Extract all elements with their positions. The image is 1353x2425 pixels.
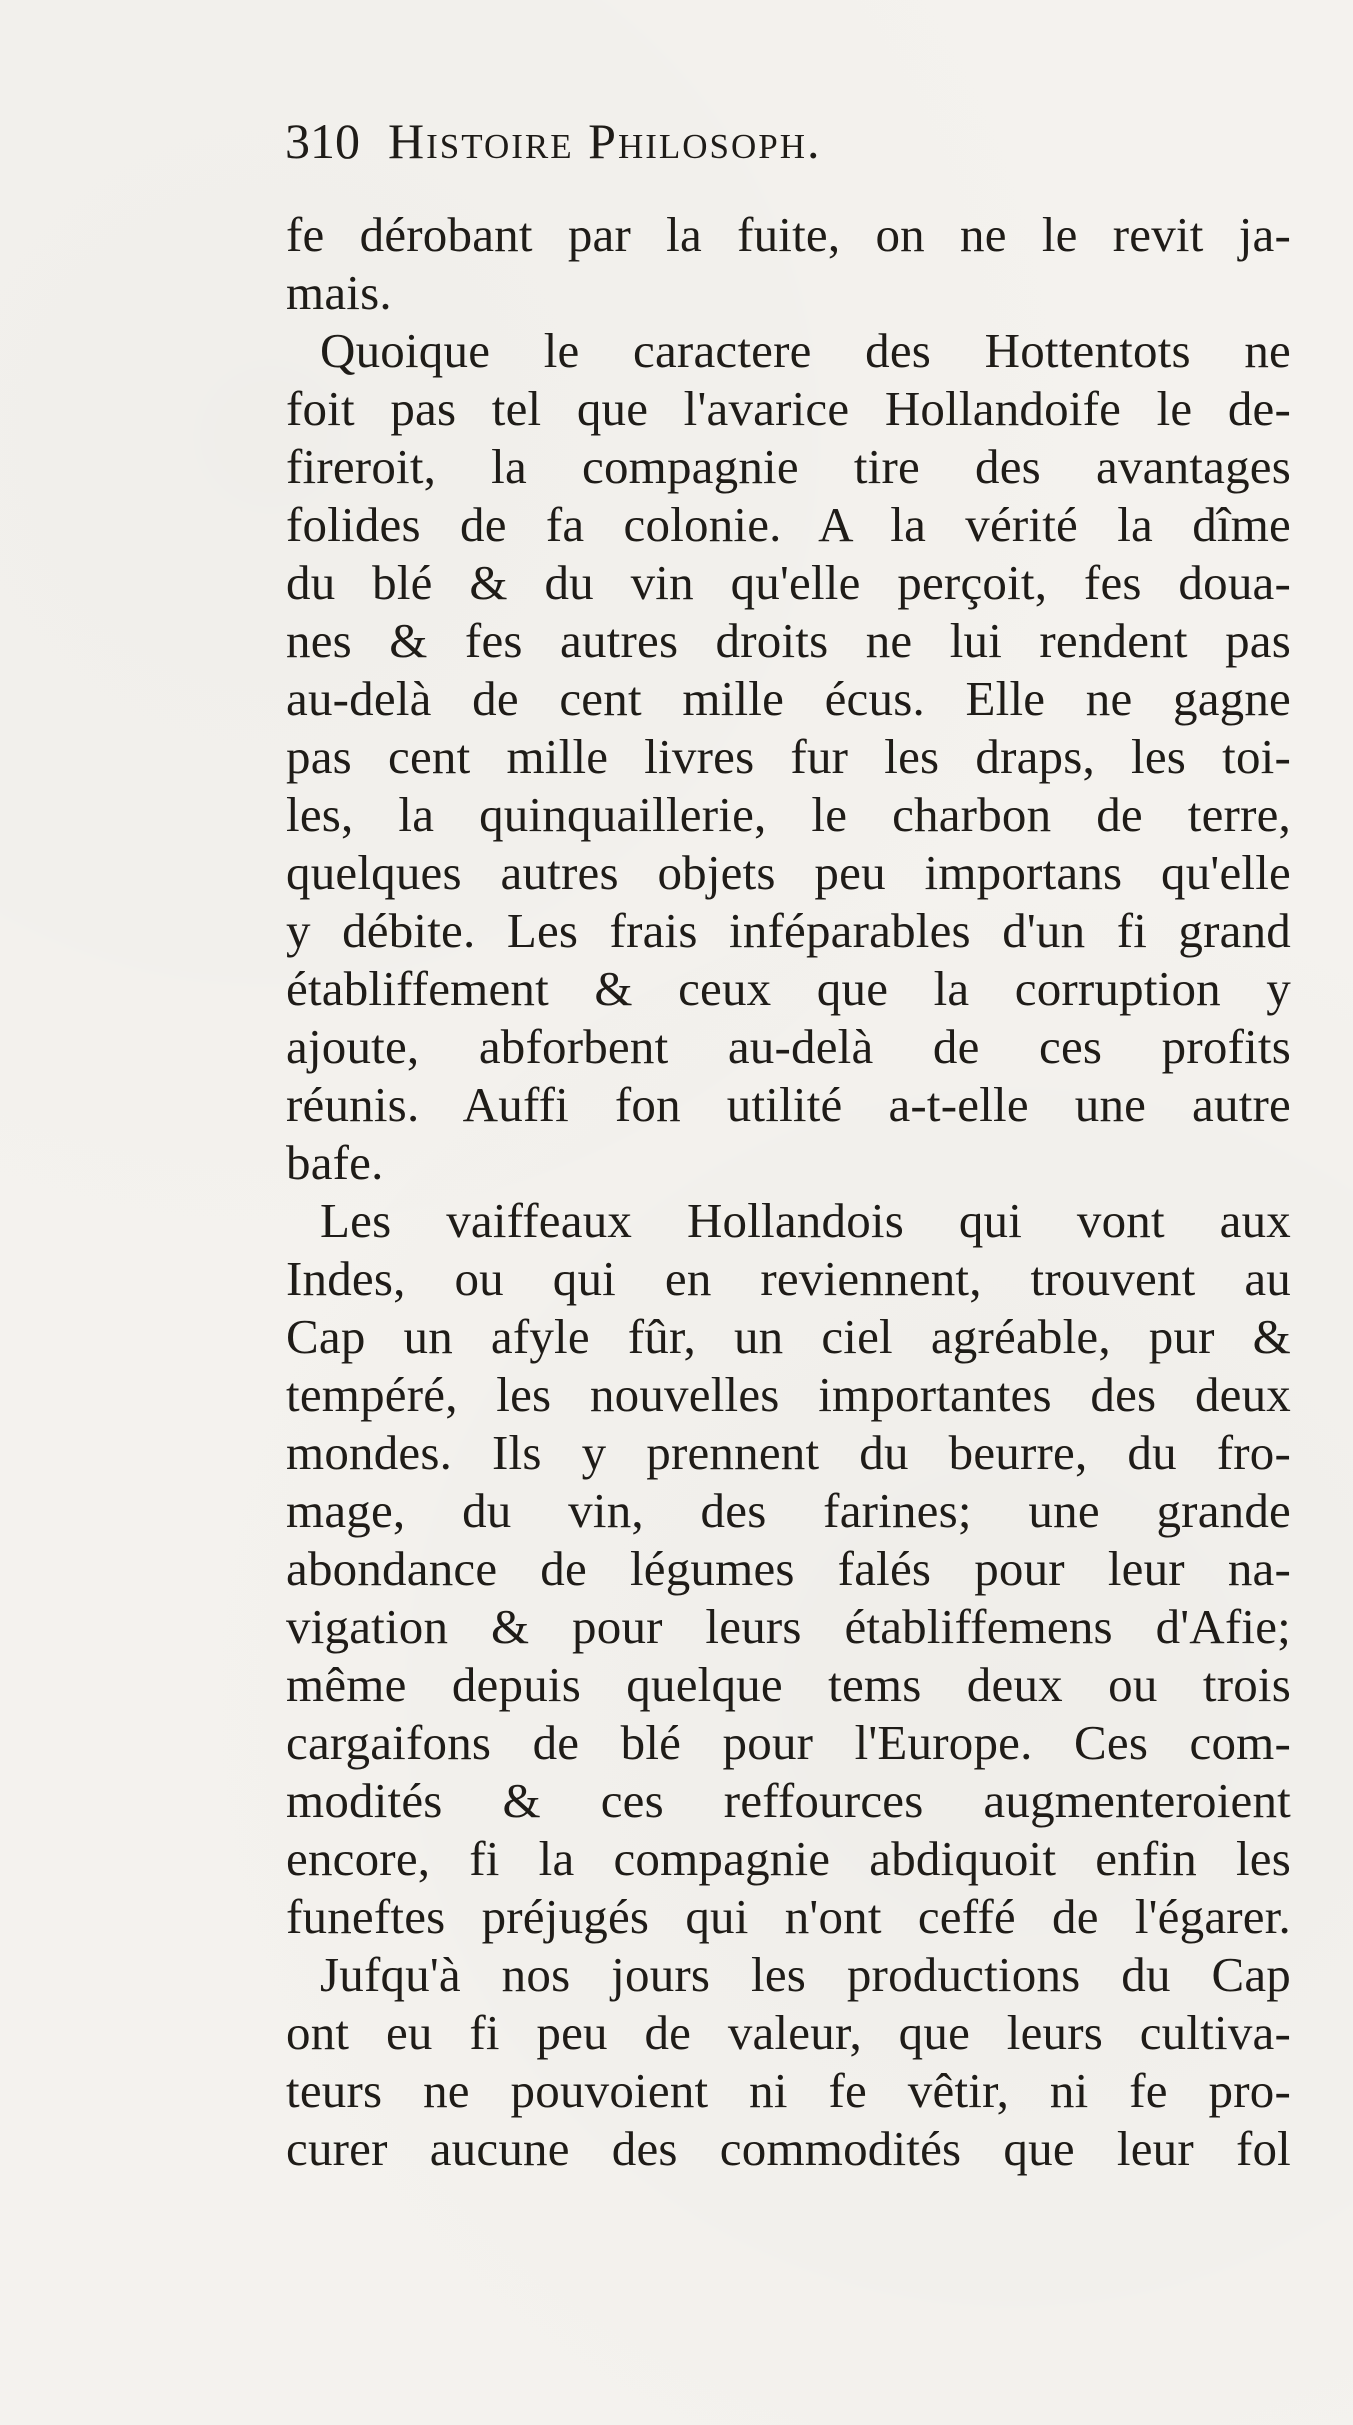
text-line-14: établiffement & ceux que la corruption y [286, 961, 1291, 1016]
text-line-29: encore, fi la compagnie abdiquoit enfin les [286, 1831, 1291, 1886]
text-line-28: modités & ces reffources augmenteroient [286, 1773, 1291, 1828]
text-line-26: même depuis quelque tems deux ou trois [286, 1657, 1291, 1712]
text-line-1: fe dérobant par la fuite, on ne le revit ja- [286, 207, 1291, 262]
text-line-20: Cap un afyle fûr, un ciel agréable, pur & [286, 1309, 1291, 1364]
text-line-33: teurs ne pouvoient ni fe vêtir, ni fe pro- [286, 2063, 1291, 2118]
page-header [285, 112, 1285, 192]
text-line-5: fireroit, la compagnie tire des avantages [286, 439, 1291, 494]
text-line-12: quelques autres objets peu importans qu'elle [286, 845, 1291, 900]
text-line-16: réunis. Auffi fon utilité a-t-elle une autre [286, 1077, 1291, 1132]
text-line-4: foit pas tel que l'avarice Hollandoife le de- [286, 381, 1291, 436]
body-text [286, 206, 1291, 2246]
page-number: 310 [285, 113, 360, 169]
text-line-23: mage, du vin, des farines; une grande [286, 1483, 1291, 1538]
running-title: Histoire Philosoph. [388, 113, 822, 169]
text-line-6: folides de fa colonie. A la vérité la dîme [286, 497, 1291, 552]
text-line-34: curer aucune des commodités que leur fol [286, 2121, 1291, 2176]
text-line-8: nes & fes autres droits ne lui rendent pas [286, 613, 1291, 668]
text-line-2: mais. [286, 265, 392, 320]
text-line-15: ajoute, abforbent au-delà de ces profits [286, 1019, 1291, 1074]
text-line-3: Quoique le caractere des Hottentots ne [320, 323, 1291, 378]
text-line-17: bafe. [286, 1135, 384, 1190]
text-line-21: tempéré, les nouvelles importantes des deux [286, 1367, 1291, 1422]
text-line-24: abondance de légumes falés pour leur na- [286, 1541, 1291, 1596]
text-line-31: Jufqu'à nos jours les productions du Cap [320, 1947, 1291, 2002]
text-line-25: vigation & pour leurs établiffemens d'Afie; [286, 1599, 1291, 1654]
text-line-9: au-delà de cent mille écus. Elle ne gagne [286, 671, 1291, 726]
text-line-10: pas cent mille livres fur les draps, les toi- [286, 729, 1291, 784]
text-line-11: les, la quinquaillerie, le charbon de terre, [286, 787, 1291, 842]
text-line-32: ont eu fi peu de valeur, que leurs cultiva- [286, 2005, 1291, 2060]
text-line-18: Les vaiffeaux Hollandois qui vont aux [320, 1193, 1291, 1248]
text-line-19: Indes, ou qui en reviennent, trouvent au [286, 1251, 1291, 1306]
text-line-27: cargaifons de blé pour l'Europe. Ces com- [286, 1715, 1291, 1770]
text-line-30: funeftes préjugés qui n'ont ceffé de l'égarer. [286, 1889, 1291, 1944]
text-line-22: mondes. Ils y prennent du beurre, du fro- [286, 1425, 1291, 1480]
text-line-7: du blé & du vin qu'elle perçoit, fes doua- [286, 555, 1291, 610]
text-line-13: y débite. Les frais inféparables d'un fi grand [286, 903, 1291, 958]
